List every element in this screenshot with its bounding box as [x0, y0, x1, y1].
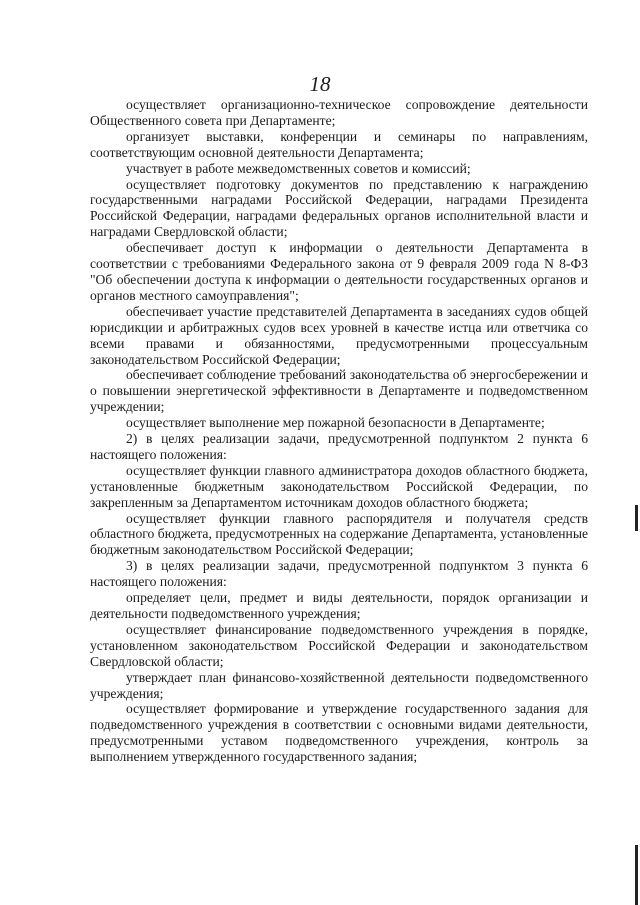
scan-edge-mark	[635, 505, 638, 531]
paragraph: утверждает план финансово-хозяйственной деятельности подведомственного учреждения;	[90, 669, 588, 701]
paragraph: осуществляет функции главного администратора доходов областного бюджета, установленные бюджетным законодательством Российской Федерации, по закрепленным за Департаментом источникам доходов областного бюджета;	[90, 462, 588, 510]
paragraph: осуществляет функции главного распорядителя и получателя средств областного бюджета, предусмотренных на содержание Департамента, установленные бюджетным законодательством Российской Федерации;	[90, 510, 588, 558]
paragraph: обеспечивает соблюдение требований законодательства об энергосбережении и о повышении энергетической эффективности в Департаменте и подведомственном учреждении;	[90, 367, 588, 415]
paragraph: определяет цели, предмет и виды деятельности, порядок организации и деятельности подведомственного учреждения;	[90, 590, 588, 621]
paragraph: 2) в целях реализации задачи, предусмотренной подпунктом 2 пункта 6 настоящего положения:	[90, 431, 588, 462]
paragraph: участвует в работе межведомственных советов и комиссий;	[126, 160, 471, 176]
page-number: 18	[309, 72, 331, 96]
paragraph: обеспечивает участие представителей Департамента в заседаниях судов общей юрисдикции и арбитражных судов всех уровней в качестве истца или ответчика со всеми правами и обязанностями, предусмотренными процессуальным законодательством Российской Федерации;	[90, 303, 588, 367]
paragraph: обеспечивает доступ к информации о деятельности Департамента в соответствии с требованиями Федерального закона от 9 февраля 2009 года N 8-ФЗ "Об обеспечении доступа к информации о деятельности государственных органов и органов местного самоуправления";	[90, 240, 588, 303]
paragraph: осуществляет подготовку документов по представлению к награждению государственными наградами Российской Федерации, наградами Президента Российской Федерации, наградами федеральных органов исполнительной власти и наградами Свердловской области;	[90, 176, 588, 240]
paragraph: организует выставки, конференции и семинары по направлениям, соответствующим основной деятельности Департамента;	[90, 128, 588, 160]
paragraph: осуществляет формирование и утверждение государственного задания для подведомственного учреждения в соответствии с основными видами деятельности, предусмотренными уставом подведомственного учреждения, контроль за выполнением утвержденного государственного задания;	[90, 701, 588, 765]
paragraph: осуществляет организационно-техническое сопровождение деятельности Общественного совета при Департаменте;	[90, 97, 588, 128]
paragraph: осуществляет финансирование подведомственного учреждения в порядке, установленном законодательством Российской Федерации и законодательством Свердловской области;	[90, 621, 588, 669]
paragraph: 3) в целях реализации задачи, предусмотренной подпунктом 3 пункта 6 настоящего положения:	[90, 558, 588, 590]
body-text	[90, 97, 588, 765]
scan-edge-mark	[635, 845, 638, 905]
paragraph: осуществляет выполнение мер пожарной безопасности в Департаменте;	[126, 415, 545, 431]
